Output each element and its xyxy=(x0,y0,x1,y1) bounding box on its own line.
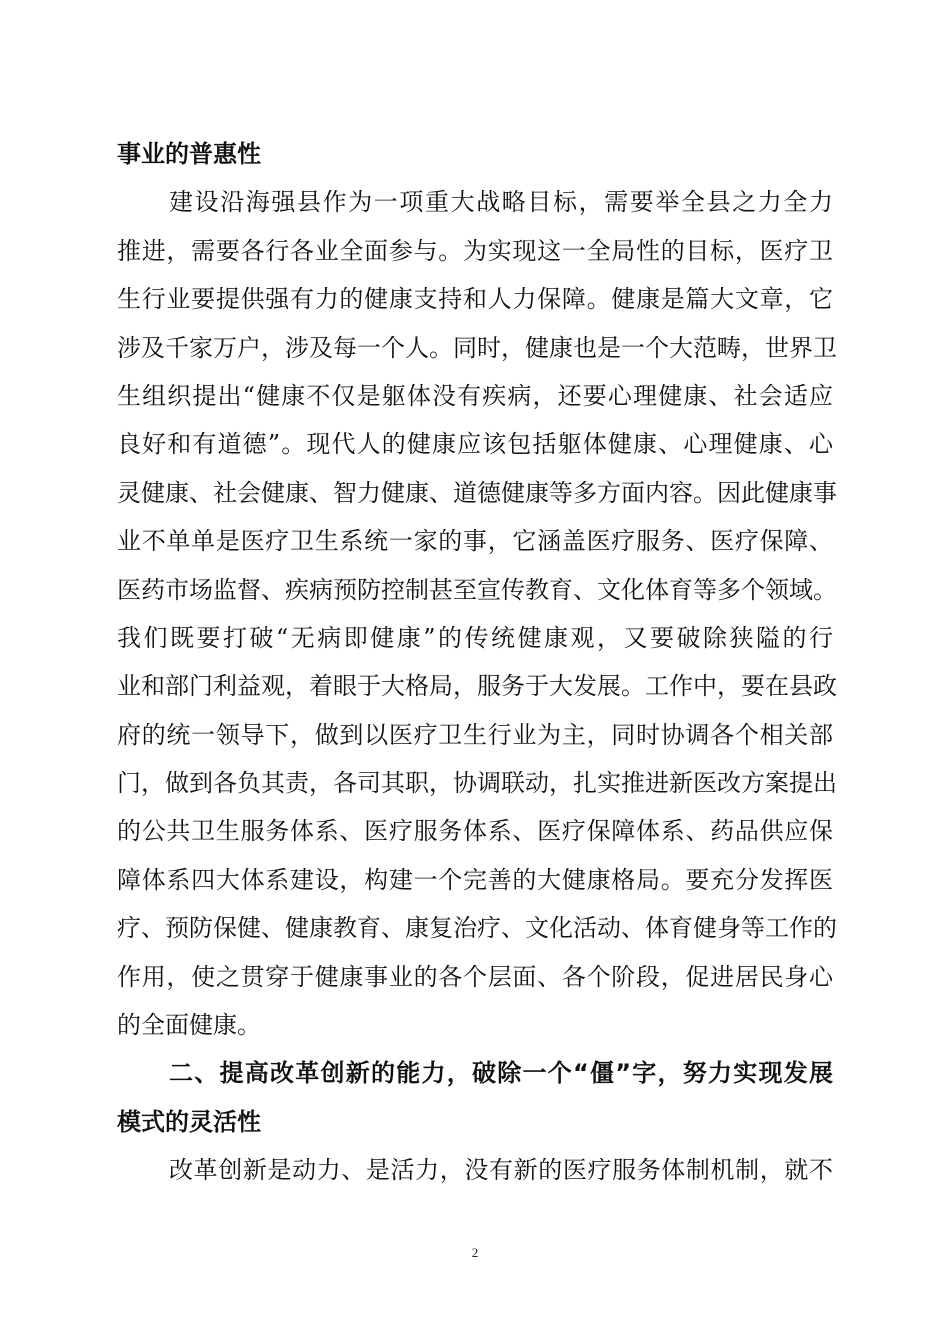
paragraph-line: 生行业要提供强有力的健康支持和人力保障。健康是篇大文章，它 xyxy=(117,285,833,314)
paragraph-line: 推进，需要各行各业全面参与。为实现这一全局性的目标，医疗卫 xyxy=(117,236,833,265)
paragraph-line: 业不单单是医疗卫生系统一家的事，它涵盖医疗服务、医疗保障、 xyxy=(117,527,833,556)
page-content xyxy=(117,130,837,1195)
paragraph-line: 作用，使之贯穿于健康事业的各个层面、各个阶段，促进居民身心 xyxy=(117,962,833,991)
paragraph-line: 的公共卫生服务体系、医疗服务体系、医疗保障体系、药品供应保 xyxy=(117,817,833,846)
paragraph-1 xyxy=(117,178,837,1049)
paragraph-line: 建设沿海强县作为一项重大战略目标，需要举全县之力全力 xyxy=(169,188,833,217)
paragraph-2 xyxy=(117,1146,833,1194)
paragraph-line: 障体系四大体系建设，构建一个完善的大健康格局。要充分发挥医 xyxy=(117,865,833,894)
heading-continuation: 事业的普惠性 xyxy=(117,140,261,168)
paragraph-line: 业和部门利益观，着眼于大格局，服务于大发展。工作中，要在县政 xyxy=(117,672,837,701)
paragraph-line: 灵健康、社会健康、智力健康、道德健康等多方面内容。因此健康事 xyxy=(117,478,837,507)
section-heading xyxy=(117,1049,833,1146)
paragraph-line: 医药市场监督、疾病预防控制甚至宣传教育、文化体育等多个领域。 xyxy=(117,575,837,604)
paragraph-line: 良好和有道德”。现代人的健康应该包括躯体健康、心理健康、心 xyxy=(117,430,833,459)
paragraph-line: 门，做到各负其责，各司其职，协调联动，扎实推进新医改方案提出 xyxy=(117,769,837,798)
paragraph-line: 生组织提出“健康不仅是躯体没有疾病，还要心理健康、社会适应 xyxy=(117,381,833,410)
paragraph-line: 府的统一领导下，做到以医疗卫生行业为主，同时协调各个相关部 xyxy=(117,720,833,749)
paragraph-line: 改革创新是动力、是活力，没有新的医疗服务体制机制，就不 xyxy=(169,1156,833,1185)
page-number: 2 xyxy=(471,1245,479,1260)
paragraph-line: 涉及千家万户，涉及每一个人。同时，健康也是一个大范畴，世界卫 xyxy=(117,333,837,362)
section-heading-line: 二、提高改革创新的能力，破除一个“僵”字，努力实现发展 xyxy=(169,1059,833,1088)
paragraph-line: 我们既要打破“无病即健康”的传统健康观，又要破除狭隘的行 xyxy=(117,623,833,652)
paragraph-line: 的全面健康。 xyxy=(117,1011,261,1040)
section-heading-line: 模式的灵活性 xyxy=(117,1107,261,1136)
paragraph-line: 疗、预防保健、健康教育、康复治疗、文化活动、体育健身等工作的 xyxy=(117,914,837,943)
